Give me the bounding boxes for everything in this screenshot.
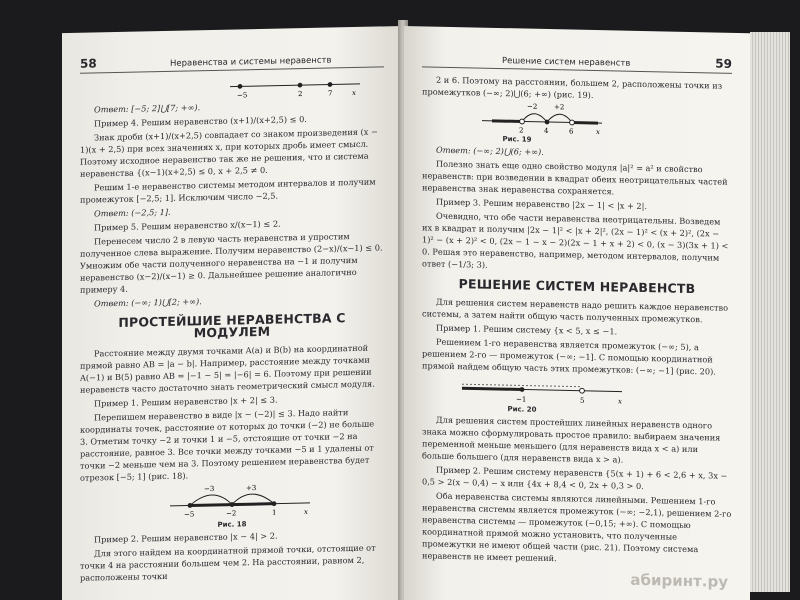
answer-text: Ответ: (−2,5; 1]. — [94, 206, 171, 219]
tick-label: −5 — [236, 91, 248, 100]
tick-label: 5 — [580, 396, 585, 405]
section-heading: РЕШЕНИЕ СИСТЕМ НЕРАВЕНСТВ — [458, 276, 696, 297]
right-page — [404, 26, 750, 600]
axis-label: x — [618, 397, 622, 406]
tick-label: 2 — [519, 126, 524, 135]
answer-text: Ответ: (−∞; 1)⋃[2; +∞). — [94, 296, 202, 309]
paragraph: Перепишем неравенство в виде |x − (−2)| ≤ 3. Надо найти координаты точек, расстояние от которых до точки (−2) не больше 3. Отметим точку −2 и точки 1 и −5, отстоящие от точки −2 на расстояние, равное 3. Все точки между точками −5 и 1 удалены от точки −2 меньше чем на 3. Поэтому решением неравенства будет отрезок [−5; 1] (рис. 18). — [80, 407, 375, 483]
axis-label: x — [596, 128, 600, 137]
left-page — [62, 26, 402, 600]
answer-text: Ответ: (−∞; 2)⋃(6; +∞). — [436, 144, 544, 157]
figure-19 — [422, 99, 732, 147]
figure-20 — [422, 373, 732, 417]
figure-caption: Рис. 18 — [217, 520, 247, 529]
figure-caption: Рис. 20 — [507, 405, 537, 414]
paragraph: Для решения систем неравенств надо решить каждое неравенство системы, а затем найти общую часть полученных промежутков. — [422, 296, 729, 325]
figure-caption: Рис. 19 — [502, 135, 532, 144]
tick-label: 4 — [544, 126, 549, 136]
tick-label: 2 — [298, 90, 303, 99]
paragraph: Расстояние между двумя точками A(a) и B(b) на координатной прямой равно AB = |a − b|. Например, расстояние между точками A(−1) и B(5) равно AB = |−1 − 5| = |−6| = 6. Поэтому при решении неравенств часто достаточно знать геометрический смысл модуля. — [80, 342, 375, 395]
paragraph: Перенесем число 2 в левую часть неравенства и упростим полученное слева выражение. Получим неравенство (2−x)/(x−1) ≤ 0. Умножим обе части полученного неравенства на −1 и получим неравенство (x−2)/(x−1) ≥ 0. Дальнейшее решение аналогично примеру 4. — [80, 231, 383, 295]
paragraph: Для этого найдем на координатной прямой точки, отстоящие от точки 4 на расстоянии большем чем 2. На расстоянии, равном 2, расположены точки — [80, 542, 376, 583]
arc-label: +3 — [246, 484, 257, 493]
paragraph: Для решения систем простейших линейных неравенств одного знака можно сформулировать простое правило: выбираем значения переменной меньше меньшего (для неравенств вида x < a) или больше большего (для неравенств вида x > a). — [422, 414, 721, 465]
example-text: Пример 3. Решим неравенство |2x − 1| < |x + 2|. — [436, 196, 647, 212]
tick-label: −5 — [184, 510, 195, 519]
paragraph: Оба неравенства системы являются линейными. Решением 1-го неравенства системы является промежуток (−∞; −2,1), решением 2-го неравенства системы — промежуток (−0,15; +∞). С помощью координатной прямой можно установить, что полученные промежутки не имеют общей части (рис. 21). Поэтому система неравенств не имеет решений. — [422, 490, 732, 564]
example-text: Пример 2. Решим систему неравенств {5(x + 1) + 6 < 2,6 + x, 3x − 0,5 > 2(x − 0,4) − x или {4x + 8,4 < 0, 2x + 0,3 > 0. — [422, 464, 728, 492]
example-text: Пример 1. Решим неравенство |x + 2| ≤ 3. — [94, 394, 278, 409]
tick-label: −1 — [516, 395, 527, 404]
example-text: Пример 4. Решим неравенство (x+1)/(x+2,5) ≤ 0. — [94, 113, 307, 129]
paragraph: Решением 1-го неравенства является промежуток (−∞; 5), а решением 2-го — промежуток (−∞; −1]. С помощью координатной прямой найдем общую часть этих промежутков: (−∞; −1] (рис. 20). — [422, 336, 716, 377]
left-page-number: 58 — [80, 56, 97, 71]
paragraph: Очевидно, что обе части неравенства неотрицательны. Возведем их в квадрат и получим |2x − 1|² < |x + 2|², (2x − 1)² < (x + 2)², (2x − 1)² − (x + 2)² < 0, (2x − 1 − x − 2)(2x − 1 + x + 2) < 0, (x − 3)(3x + 1) < 0. Решая это неравенство, например, методом интервалов, получим ответ (−1/3; 3). — [422, 210, 729, 270]
axis-label: x — [352, 88, 356, 98]
arc-label: −3 — [204, 484, 215, 494]
paragraph: Полезно знать еще одно свойство модуля |a|² = a² и свойство неравенств: при возведении в квадрат обеих неотрицательных частей неравенства знак неравенства сохраняется. — [422, 158, 728, 197]
paragraph: Решим 1-е неравенство системы методом интервалов и получим промежуток [−2,5; 1]. Исключим число −2,5. — [80, 176, 376, 205]
right-page-number: 59 — [715, 56, 732, 71]
watermark: абиринт.ру — [630, 570, 728, 591]
left-header — [80, 46, 384, 73]
example-text: Пример 5. Решим неравенство x/(x−1) ≤ 2. — [94, 218, 281, 233]
tick-label: −2 — [226, 509, 237, 518]
page-edges — [750, 32, 790, 592]
example-text: Пример 1. Решим систему {x < 5, x ≤ −1. — [436, 322, 618, 337]
answer-text: Ответ: [−5; 2]⋃[7; +∞). — [94, 102, 201, 115]
paragraph: Знак дроби (x+1)/(x+2,5) совпадает со знаком произведения (x − 1)(x + 2,5) при всех значениях x, при которых дробь имеет смысл. Поэтому исходное неравенство так же не решения, что и система неравенства {(x−1)(x+2,5) ≤ 0, x + 2,5 ≠ 0. — [80, 126, 378, 179]
tick-label: 7 — [328, 89, 333, 98]
paragraph: 2 и 6. Поэтому на расстоянии, большем 2, расположены точки из промежутков (−∞; 2)⋃(6; +∞) (рис. 19). — [422, 74, 723, 100]
section-heading: ПРОСТЕЙШИЕ НЕРАВЕНСТВА С МОДУЛЕМ — [118, 310, 346, 341]
right-running-title: Решение систем неравенств — [502, 56, 631, 69]
right-header — [422, 46, 732, 73]
left-running-title: Неравенства и системы неравенств — [170, 55, 332, 69]
example-text: Пример 2. Решим неравенство |x − 4| > 2. — [94, 530, 278, 545]
arc-label: −2 — [527, 102, 538, 111]
tick-label: 1 — [272, 508, 277, 517]
axis-label: x — [304, 507, 308, 517]
arc-label: +2 — [554, 103, 565, 112]
tick-label: 6 — [569, 127, 574, 136]
figure-18 — [80, 479, 384, 531]
